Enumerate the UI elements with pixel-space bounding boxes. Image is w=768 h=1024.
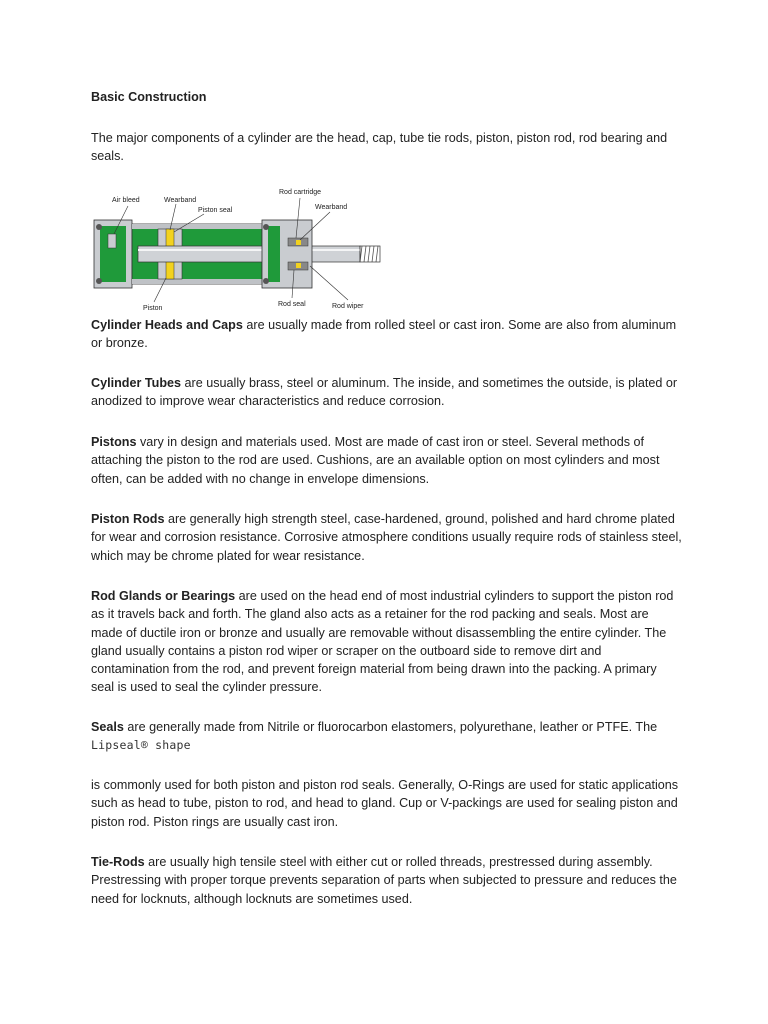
tube-wall-bottom [132, 279, 262, 284]
heads-term: Cylinder Heads and Caps [91, 318, 243, 332]
lipseal-note: Lipseal® shape [91, 738, 191, 753]
glands-term: Rod Glands or Bearings [91, 589, 236, 603]
tubes-text: are usually brass, steel or aluminum. The inside, and sometimes the outside, is plated or anodized to improve wear characteristics and reduce corrosion. [91, 376, 678, 409]
tie-rod-nut-bottom-left [96, 278, 102, 284]
seals-continued-paragraph: is commonly used for both piston and piston rod seals. Generally, O-Rings are used for static applications such as head to tube, piston to rod, and head to gland. Cup or V-packings are used for sealing piston and piston rod. Piston rings are usually cast iron. [91, 778, 679, 829]
label-wearband-left: Wearband [164, 197, 197, 204]
intro-paragraph: The major components of a cylinder are the head, cap, tube tie rods, piston, piston rod, rod bearing and seals. [91, 131, 668, 164]
tierods-text: are usually high tensile steel with either cut or rolled threads, prestressed during assembly. Prestressing with proper torque prevents separation of parts when subjected to pressure and reduces the need for locknuts, although locknuts are sometimes used. [91, 855, 677, 906]
label-wearband-right: Wearband [315, 204, 348, 211]
label-rod-cartridge: Rod cartridge [279, 189, 322, 196]
glands-text: are used on the head end of most industrial cylinders to support the piston rod as it travels back and forth. The gland also acts as a retainer for the rod packing and seals. Most are made of ductile iron or bronze and usually are removable without disassembling the entire cylinder. The gland usually contains a piston rod wiper or scraper on the outboard side to remove dirt and contamination from the rod, and prevent foreign material from being drawn into the packing. A primary seal is used to seal the cylinder pressure. [91, 589, 674, 695]
seals-paragraph [91, 718, 683, 755]
rod-thread [360, 246, 378, 262]
tubes-term: Cylinder Tubes [91, 376, 182, 390]
seals-term: Seals [91, 720, 124, 734]
label-piston-seal: Piston seal [198, 207, 233, 214]
heads-paragraph [91, 316, 683, 353]
wearband-right-top [296, 240, 301, 245]
label-piston: Piston [143, 305, 163, 312]
rods-term: Piston Rods [91, 512, 165, 526]
label-rod-seal: Rod seal [278, 301, 306, 308]
tierods-term: Tie-Rods [91, 855, 145, 869]
tie-rod-nut-bottom-right [263, 278, 269, 284]
glands-paragraph [91, 587, 683, 697]
heads-text: are usually made from rolled steel or cast iron. Some are also from aluminum or bronze. [91, 318, 677, 351]
rods-text: are generally high strength steel, case-hardened, ground, polished and hard chrome plated for wear and corrosion resistance. Corrosive atmosphere conditions usually require rods of stainless steel, which may be chrome plated for wear resistance. [91, 512, 682, 563]
pistons-text: vary in design and materials used. Most are made of cast iron or steel. Several methods of attaching the piston to the rod are used. Cushions, are an available option on most cylinders and most often, can be added with no change in envelope dimensions. [91, 435, 660, 486]
pistons-paragraph [91, 433, 683, 488]
cylinder-diagram [90, 186, 384, 314]
wearband-right-bottom [296, 263, 301, 268]
piston-rod [138, 246, 360, 262]
pistons-term: Pistons [91, 435, 137, 449]
tie-rod-nut-top-left [96, 224, 102, 230]
rods-paragraph [91, 510, 683, 565]
seals-text: are generally made from Nitrile or fluorocarbon elastomers, polyurethane, leather or PTFE. The [123, 720, 658, 734]
head-green-section [268, 226, 280, 282]
tie-rod-nut-top-right [263, 224, 269, 230]
label-rod-wiper: Rod wiper [332, 303, 364, 310]
page-title: Basic Construction [91, 90, 207, 104]
label-air-bleed: Air bleed [112, 197, 140, 204]
tube-wall-top [132, 224, 262, 229]
cylinder-cross-section [90, 186, 384, 314]
air-bleed-port [108, 234, 116, 248]
tubes-paragraph [91, 374, 683, 411]
tierods-paragraph [91, 853, 683, 908]
